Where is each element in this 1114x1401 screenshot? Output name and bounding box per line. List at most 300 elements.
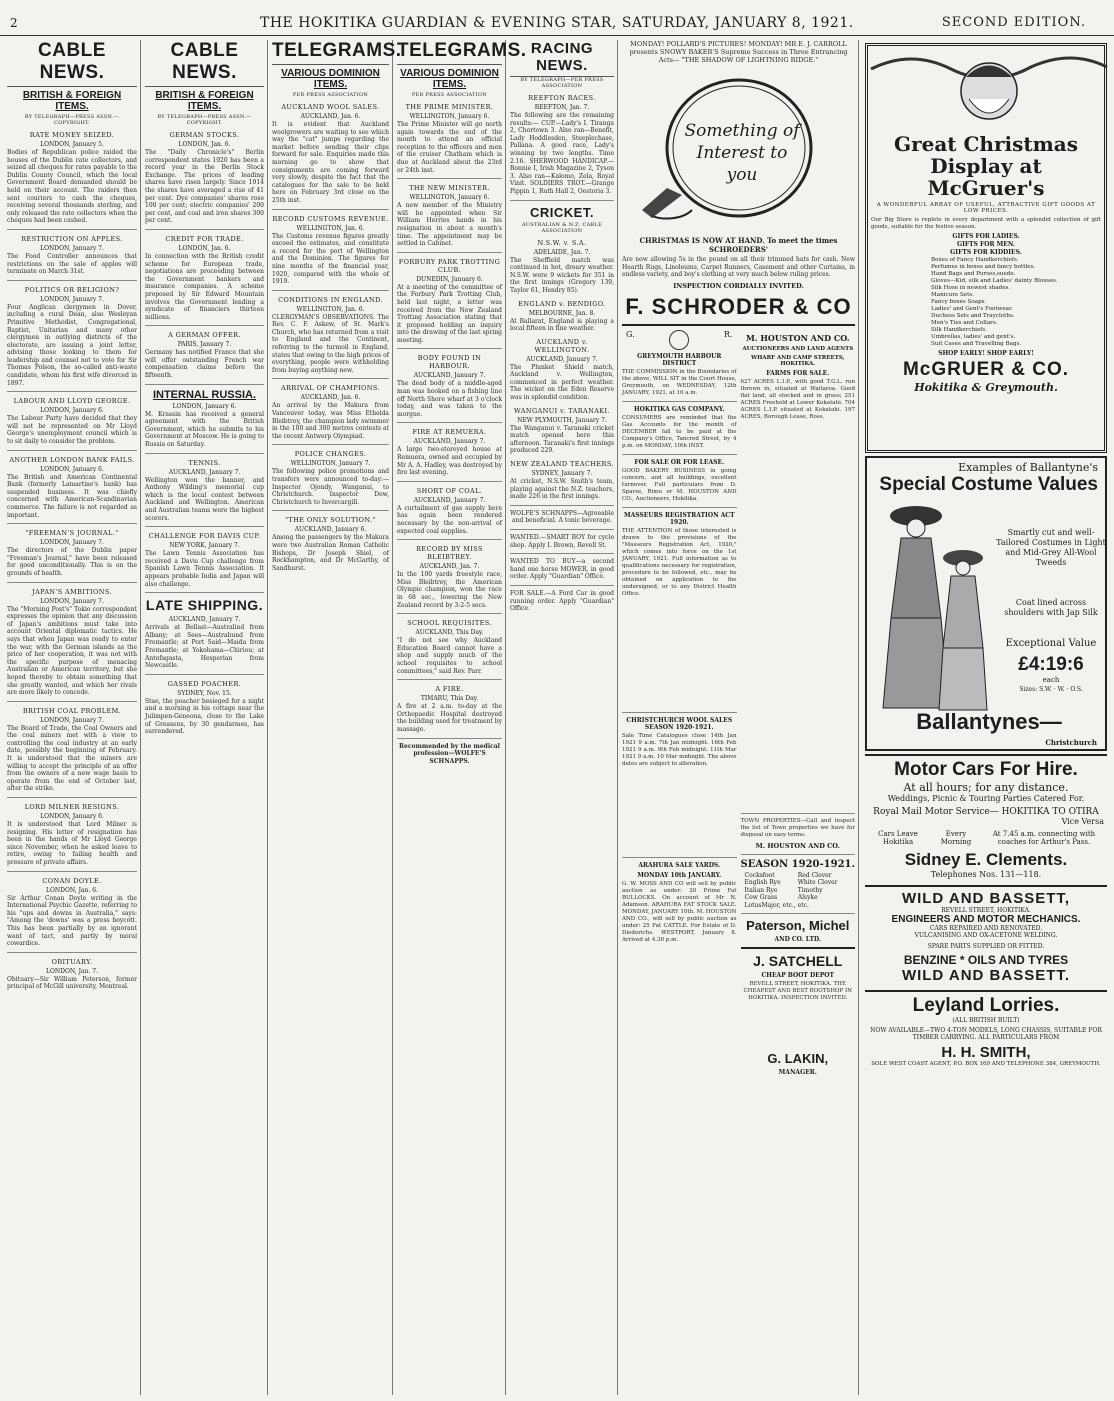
column-heading: RACING NEWS. bbox=[510, 40, 614, 77]
dateline: LONDON, January 7. bbox=[40, 716, 104, 724]
dateline: AUCKLAND, January 7. bbox=[413, 496, 486, 504]
ballantynes-city: Christchurch bbox=[1045, 738, 1097, 747]
spare-parts-line: SPARE PARTS SUPPLIED OR FITTED. bbox=[927, 943, 1045, 950]
costume-description: Smartly cut and well-Tailored Costumes in Light and Mid-Grey All-Wool Tweeds bbox=[996, 528, 1106, 567]
masseurs-text: THE ATTENTION of those interested is drawn to the provisions of the "Masseurs Registration Act, 1920," which comes into force on the 1st JANUARY, 1921. Full information as to qualifications necessary for registration, procedure to be followed, etc., may be obtained on application to the undersigned, or to any District Health Office. bbox=[622, 527, 737, 597]
pollard-pictures-ad: MONDAY! POLLARD'S PICTURES! MONDAY! MR E. J. CARROLL presents SNOWY BAKER'S Supreme Success in Three Entrancing Acts— "THE SHADOW OF LIGHTNING RIDGE." bbox=[629, 40, 848, 64]
column-racing-news bbox=[507, 40, 618, 1395]
costume-each: each bbox=[1042, 676, 1060, 684]
sidney-telephones: Telephones Nos. 131—118. bbox=[930, 870, 1042, 879]
wool-sales-heading: CHRISTCHURCH WOOL SALES SEASON 1920-1921. bbox=[626, 716, 733, 731]
article bbox=[7, 958, 137, 991]
article-head: OBITUARY. bbox=[51, 957, 93, 966]
dateline: LONDON, January 6. bbox=[40, 407, 104, 415]
article-body: The "Daily Chronicle's" Berlin correspondent states 1920 has been a record year in the Berlin Stock Exchange. The prices of leading shares have risen largely. Since 1914 the shares have averaged a rise of 41 per cent. Dye companies' shares rose 100 per cent; electric companies' 200 per cent, and coal and iron shares 300 per cent. bbox=[145, 149, 264, 225]
article-head: THE NEW MINISTER. bbox=[409, 184, 490, 193]
article-head: A FIRE. bbox=[435, 685, 464, 694]
article-body: Obituary—Sir William Peterson, former principal of McGill university, Montreal. bbox=[7, 975, 137, 991]
article-body: The "Morning Post's" Tokio correspondent expresses the opinion that any discussion of Japan's ambitions must take into account Oriental diplomatic tactics. He says that when Japan was ready to enter the war, with the German islands as the price of her cooperation, it was not with the specific purpose of menacing Australian or American territory, but she hoped thereby to obtain something that she greatly wanted, and which her rivals are more likely to concede. bbox=[7, 605, 137, 697]
article-body: Sir Arthur Conan Doyle writing in the International Psychic Gazette, referring to his "ups and downs in Australia," says: "Among the 'downs' was a press boycott. This has been partially by an ignorant want of tact, and partly by moral cowardice. bbox=[7, 894, 137, 948]
article bbox=[7, 286, 137, 388]
houston-footer: M. HOUSTON AND CO. bbox=[755, 841, 840, 850]
article-body: The directors of the Dublin paper "Freeman's Journal," have been released for good unconditionally. This is on the grounds of health. bbox=[7, 547, 137, 577]
byline: PER PRESS ASSOCIATION bbox=[411, 92, 488, 98]
vulcanising-line: VULCANISING AND OX-ACETONE WELDING. bbox=[914, 932, 1058, 939]
dateline: LONDON, January 6. bbox=[40, 465, 104, 473]
costume-illustration bbox=[871, 498, 991, 718]
paterson-sub: AND CO. LTD. bbox=[774, 936, 822, 944]
arahura-text: G. W. MOSS AND CO will sell by public auction as under: 20 Prime Fat BULLOCKS. On account of Mr N. Adamson. ARAHURA FAT STOCK SALE. MONDAY, JANUARY 10th. M. HOUSTON AND CO., will sell by public auction as under: 25 Fat CATTLE. For Estate of D. Diederichs. WESTPORT, January 8. Arrived at 4.30 p.m. bbox=[622, 880, 737, 943]
article bbox=[510, 239, 614, 295]
article-head: RESTRICTION ON APPLES. bbox=[21, 234, 123, 243]
greymouth-text: THE COMMISSION in the Boundaries of the above, WILL SIT in the Court House, Greymouth, on WEDNESDAY, 12th JANUARY, 1921, at 10 a.m. bbox=[622, 368, 737, 396]
article bbox=[7, 456, 137, 520]
dateline: DUNEDIN, January 6. bbox=[416, 275, 483, 283]
gift-item: Boxes of Fancy Handkerchiefs. bbox=[931, 257, 1019, 263]
gift-item: Manicure Sets. bbox=[931, 292, 974, 298]
article bbox=[145, 131, 264, 225]
farms-heading: FARMS FOR SALE. bbox=[766, 369, 830, 377]
gift-item: Ladies' and Gent's Footwear. bbox=[931, 306, 1013, 312]
article bbox=[145, 235, 264, 321]
article bbox=[272, 384, 389, 440]
classified-wanted-mower: WANTED TO BUY—a second hand one horse MOWER, in good order. Apply "Guardian" Office. bbox=[510, 558, 614, 581]
article-head: RECORD CUSTOMS REVENUE. bbox=[272, 214, 389, 223]
article bbox=[145, 597, 264, 670]
satchell-text: REVELL STREET, HOKITIKA. THE CHEAPEST AND BEST BOOTSHOP IN HOKITIKA. INSPECTION INVITED. bbox=[743, 981, 852, 1002]
dateline: AUCKLAND, Jan. 7. bbox=[419, 563, 480, 571]
column-heading: TELEGRAMS. bbox=[397, 40, 502, 65]
season-heading: SEASON 1920-1921. bbox=[740, 858, 855, 870]
article bbox=[397, 103, 502, 174]
motor-schedule bbox=[868, 830, 1104, 846]
paterson-logo: Paterson, Michel bbox=[746, 918, 850, 934]
houston-subheading: AUCTIONEERS AND LAND AGENTS bbox=[742, 345, 854, 352]
article bbox=[7, 588, 137, 697]
article-body: Wellington won the banner, and Anthony Wilding's memorial cup which is the local contest between Auckland and Wellington. American and Australian teams were the highest scorers. bbox=[145, 476, 264, 522]
article bbox=[510, 460, 614, 501]
article bbox=[272, 296, 389, 375]
masseurs-heading: MASSEURS REGISTRATION ACT 1920. bbox=[623, 511, 735, 526]
article bbox=[7, 803, 137, 867]
article-head: SCHOOL REQUISITES. bbox=[407, 619, 492, 628]
article-head: FORBURY PARK TROTTING CLUB. bbox=[398, 257, 501, 274]
column-cable-news-1 bbox=[4, 40, 141, 1395]
newspaper-title: THE HOKITIKA GUARDIAN & EVENING STAR, SATURDAY, JANUARY 8, 1921. bbox=[260, 15, 854, 31]
article bbox=[397, 184, 502, 248]
article-head: "THE ONLY SOLUTION." bbox=[285, 516, 376, 525]
seed-item: LotusMajor, etc., etc. bbox=[744, 901, 809, 909]
seed-item: Red Clover bbox=[797, 871, 832, 879]
seed-item: Italian Rye bbox=[744, 886, 778, 894]
schedule-cars: Cars Leave Hokitika bbox=[878, 830, 918, 846]
article-body: Arrivals at Bellast—Australind from Albany; at Sees—Austrabund from Fremantle; at Port Said—Maida from Fremantle; at Yokohama—Chiriou; at Antofagasta, Hesperian from Newcastle. bbox=[145, 624, 264, 670]
satchell-sub: CHEAP BOOT DEPOT bbox=[761, 972, 834, 980]
gas-company-heading: HOKITIKA GAS COMPANY. bbox=[633, 405, 725, 413]
houston-address: WHARF AND CAMP STREETS, HOKITIKA. bbox=[750, 354, 845, 367]
article bbox=[397, 545, 502, 609]
article-head: THE PRIME MINISTER. bbox=[405, 103, 494, 111]
article-body: M. Krassin has received a general agreement with the British Government, which he submits to his Government at Moscow. He is going to Russia on Saturday. bbox=[145, 410, 264, 449]
article-body: CLERGYMAN'S OBSERVATIONS. The Rev. C. F. Askew, of St. Mark's Church, who has returned from a visit to England and the Continent, referring to the turmoil in England, states that owing to the high prices of everything, people were withholding from buying anything new. bbox=[272, 313, 389, 374]
column-advertisements-1 bbox=[619, 40, 859, 1395]
column-subheading: BRITISH & FOREIGN ITEMS. bbox=[155, 90, 254, 112]
dateline: LONDON, January 5. bbox=[40, 141, 104, 148]
article-head: ARRIVAL OF CHAMPIONS. bbox=[281, 384, 380, 393]
article-body: The Plunket Shield match, Auckland v. Wellington, commenced in perfect weather. The wicket on the Eden Reserve was in splendid condition. bbox=[510, 363, 614, 402]
dateline: AUCKLAND, January 7. bbox=[413, 372, 486, 380]
article-body: Among the passengers by the Makura were two Australian Roman Catholic Bishops, Dr Joseph Shiel, of Rockhampton, and Dr McGarthy, of Sandhurst. bbox=[272, 534, 389, 572]
costume-sizes: Sizes: S.W. · W. · O.S. bbox=[1019, 686, 1083, 693]
dateline: LONDON, January 7. bbox=[40, 597, 104, 605]
dateline: AUCKLAND, January 7. bbox=[413, 438, 486, 446]
classified-ford-car: FOR SALE.—A Ford Car in good running order. Apply "Guardian" Office. bbox=[510, 589, 614, 613]
article-body: A large two-storeyed house at Remuera, owned and occupied by Mr A. A. Hadley, was destroyed by fire last evening. bbox=[397, 446, 502, 477]
schroder-logo: F. SCHRODER & CO bbox=[625, 293, 852, 319]
column-telegrams-2 bbox=[394, 40, 527, 1395]
dateline: WELLINGTON, January 6. bbox=[409, 113, 490, 120]
dateline: AUCKLAND, January 7. bbox=[526, 355, 598, 363]
wild-bassett-ad bbox=[865, 885, 1107, 987]
article-body: It is understood that Lord Milner is resigning. His letter of resignation has been in the hands of Mr Lloyd George since November, when he asked leave to retire, owing to failing health and pressure of private affairs. bbox=[7, 821, 137, 866]
gift-item: Perfumes in boxes and fancy bottles. bbox=[931, 264, 1036, 270]
article-body: The dead body of a middle-aged man was hooked on a fishing line off North Shore wharf at 3 o'clock today, and was taken to the morgue. bbox=[397, 380, 502, 418]
mcgruer-location: Hokitika & Greymouth. bbox=[914, 381, 1058, 394]
wool-sales-text: Sale Time Catalogues close 14th Jan 1921 9 a.m. 7th Jan midnight. 16th Feb 1921 9 a.m. 9th Feb midnight. 11th Mar 1921 9 a.m. 10 Mar midnight. The above dates are subject to alteration. bbox=[622, 732, 737, 767]
article-body: Germany has notified France that she will offer outstanding French war compensation claims before the fifteenth. bbox=[145, 349, 264, 380]
leyland-heading: Leyland Lorries. bbox=[912, 995, 1060, 1016]
cars-repaired-line: CARS REPAIRED AND RENOVATED. bbox=[929, 925, 1043, 932]
gift-item: Suit Cases and Travelling Bags. bbox=[931, 341, 1022, 347]
crest: G. R. bbox=[622, 330, 737, 350]
article-body: "I do not see why Auckland Education Board cannot have a shop and supply much of the school requisites to school committees," said Rev. Parr. bbox=[397, 637, 502, 675]
article-head: INTERNAL RUSSIA. bbox=[152, 388, 257, 401]
column-heading: CABLE NEWS. bbox=[145, 40, 264, 87]
costume-coat: Coat lined across shoulders with Jap Silk bbox=[1004, 598, 1098, 617]
ballantynes-logo: Ballantynes— bbox=[916, 709, 1062, 734]
cricket-heading: CRICKET. bbox=[530, 204, 594, 220]
article-head: NEW ZEALAND TEACHERS. bbox=[510, 460, 614, 469]
article bbox=[272, 516, 389, 572]
dateline: LONDON, Jan. 6. bbox=[46, 886, 98, 894]
arahura-date: MONDAY 10th JANUARY. bbox=[637, 871, 722, 879]
wild-bassett-heading: WILD AND BASSETT, bbox=[901, 890, 1071, 907]
article-head: LORD MILNER RESIGNS. bbox=[24, 803, 120, 812]
article-body: The Food Controller announces that restrictions on the sale of apples will terminate on March 31st. bbox=[7, 252, 137, 276]
gift-item: Duchess Sets and Traycloths. bbox=[931, 313, 1015, 319]
leyland-ad bbox=[865, 990, 1107, 1070]
article-head: BODY FOUND IN HARBOUR. bbox=[417, 354, 482, 371]
article-body: In the 100 yards freestyle race, Miss Bleibtrey, the American Olympic champion, won the race in 68 sec., lowering the New Zealand record by 3-2-5 secs. bbox=[397, 571, 502, 609]
article bbox=[510, 407, 614, 455]
dateline: MELBOURNE, Jan. 8. bbox=[528, 309, 596, 317]
article-head: BRITISH COAL PROBLEM. bbox=[22, 706, 122, 715]
article-body: A fire at 2 a.m. to-day at the Orthopaedic Hospital destroyed the building used for treatment by massage. bbox=[397, 703, 502, 733]
column-telegrams-1 bbox=[269, 40, 402, 1395]
bakery-heading: FOR SALE OR FOR LEASE. bbox=[634, 458, 725, 466]
article-head: LATE SHIPPING. bbox=[145, 597, 264, 614]
something-of-interest-ad bbox=[622, 70, 855, 230]
dateline: AUCKLAND, Jan. 6. bbox=[300, 113, 361, 120]
article-body: At cricket, N.S.W. Smith's team, playing against the N.Z. teachers, made 226 in the first innings. bbox=[510, 478, 614, 501]
gift-item: Men's Ties and Collars. bbox=[931, 320, 998, 326]
article bbox=[7, 131, 137, 225]
article-head: RATE MONEY SEIZED. bbox=[29, 131, 115, 139]
greymouth-heading: GREYMOUTH HARBOUR DISTRICT bbox=[637, 352, 722, 367]
article-head: CONDITIONS IN ENGLAND. bbox=[278, 295, 383, 304]
leyland-subheading: (ALL BRITISH BUILT) bbox=[952, 1017, 1020, 1024]
byline: BY TELEGRAPH—PRESS ASSN.—COPYRIGHT. bbox=[24, 114, 120, 126]
column-cable-news-2 bbox=[142, 40, 268, 1395]
costume-headline: Special Costume Values bbox=[879, 474, 1098, 495]
masthead bbox=[0, 14, 1114, 36]
article bbox=[7, 529, 137, 577]
seed-item: Cocksfoot bbox=[744, 871, 775, 879]
article bbox=[7, 707, 137, 793]
byline: PER PRESS ASSOCIATION bbox=[292, 92, 369, 98]
dateline: AUCKLAND, January 7. bbox=[168, 468, 241, 476]
article-body: An arrival by the Makura from Vancouver today, was Miss Ethelda Bleibtrey, the champion lady swimmer in the 100 and 300 metres contests at the recent Antwerp Olympiad. bbox=[272, 402, 389, 440]
dateline: LONDON, January 6. bbox=[172, 402, 237, 410]
article bbox=[145, 680, 264, 736]
article-body: In connection with the British credit scheme for European trade, negotiations are proceeding between the Government bankers and insurance companies. A scheme proposed by Sir Edward Mountain involves the Government lending a syndicate of financiers thirteen millions. bbox=[145, 252, 264, 321]
article-head: CHALLENGE FOR DAVIS CUP. bbox=[148, 532, 261, 541]
article-head: GERMAN STOCKS. bbox=[169, 131, 240, 139]
article-head: LABOUR AND LLOYD GEORGE. bbox=[13, 397, 131, 406]
costume-exceptional: Exceptional Value bbox=[1005, 638, 1097, 649]
ballantyne-ad bbox=[865, 456, 1107, 751]
article bbox=[272, 215, 389, 286]
dateline: LONDON, January 7. bbox=[40, 295, 104, 303]
arahura-heading: ARAHURA SALE YARDS. bbox=[638, 861, 721, 869]
gift-item: Fancy boxes Soaps. bbox=[931, 299, 987, 305]
edition-label: SECOND EDITION. bbox=[941, 15, 1086, 30]
article-body: The Prime Minister will go north again towards the end of the month to attend an official reception to the officers and men of the cruiser Chatham which is due at Auckland about the 23rd or 24th inst. bbox=[397, 121, 502, 174]
sidney-clements: Sidney E. Clements. bbox=[904, 850, 1068, 869]
dateline: WELLINGTON, January 7. bbox=[290, 460, 371, 468]
vice-versa: Vice Versa bbox=[1061, 817, 1104, 826]
dateline: TIMARU, This Day. bbox=[420, 695, 479, 703]
mcgruer-logo: McGRUER & CO. bbox=[902, 359, 1070, 380]
article-head: A GERMAN OFFER. bbox=[168, 331, 241, 340]
article bbox=[397, 487, 502, 535]
mcgruer-subhead: A WONDERFUL ARRAY OF USEFUL, ATTRACTIVE GIFT GOODS AT LOW PRICES. bbox=[876, 202, 1096, 214]
seed-item: Timothy bbox=[797, 886, 823, 894]
article-body: The British and American Continental Bank (formerly Lamartine's bank) has suspended business. It was chiefly concerned with American-Scandinavian commerce. The failure is not regarded as important. bbox=[7, 473, 137, 519]
article-body: The Labour Party have decided that they will not be represented on Mr Lloyd George's unemployment council which is to sit daily to consider the problem. bbox=[7, 415, 137, 446]
dateline: LONDON, Jan. 6. bbox=[178, 141, 231, 148]
racing-results: The following are the remaining results:— CUP.—Lady's I. Tiranga 2, Chortown 3. Also ran—Benefit, Lady Hoddlesden, Steeplechase, Pallana. A good race, Lady's winning by two lengths. Time 2.16. SHERWOOD HANDICAP.—Bonnie I, Irish Magazine 2, Tyson 3. Also ran—Kalomo, Zela, Royal Vinit. SOLDIERS TROT.—Grange Pippin 1, Ruth Hall 2, Oestoria 3. bbox=[510, 112, 614, 195]
schnapps-ad: WOLFE'S SCHNAPPS—Agreeable and beneficial. A tonic beverage. bbox=[510, 509, 615, 525]
article-body: Bodies of Republican police raided the houses of the Dublin rate collectors, and seized all cheques for rates payable to the Dublin County Council, which the local Government Board demanded should be held on their account. The raiders then sent couriers to cash the cheques, receiving several thousands sterling, and only released the rate collectors when the cheques had been cashed. bbox=[7, 149, 137, 225]
article-body: Stae, the poacher besieged for a night and a morning in his cottage near the Julimpen-Geneona, close to the Lake of Greasens, by 30 gendarmes, has surrendered. bbox=[145, 697, 264, 736]
dateline: AUCKLAND, January 7. bbox=[168, 616, 241, 624]
article-head: ANOTHER LONDON BANK FAILS. bbox=[9, 455, 135, 464]
smith-details: SOLE WEST COAST AGENT, P.O. BOX 169 AND TELEPHONE 384, GREYMOUTH. bbox=[871, 1061, 1101, 1067]
article-body: A new member of the Ministry will be appointed when Sir William Herries hands in his resignation in about a month's time. The appointment may be settled in Cabinet. bbox=[397, 202, 502, 248]
dateline: WELLINGTON, Jan. 6. bbox=[296, 305, 365, 313]
gift-category: GIFTS FOR KIDDIES. bbox=[950, 249, 1022, 256]
article bbox=[7, 235, 137, 276]
dateline: WELLINGTON, Jan. 6. bbox=[296, 224, 365, 232]
seed-item: English Rye bbox=[744, 879, 781, 887]
wild-bassett-address: REVELL STREET, HOKITIKA. bbox=[941, 907, 1031, 914]
dateline: LONDON, January 7. bbox=[40, 539, 104, 547]
gift-item: Hand Bags and Purses,suede. bbox=[931, 271, 1016, 277]
article bbox=[145, 389, 264, 449]
column-subheading: VARIOUS DOMINION ITEMS. bbox=[281, 68, 380, 90]
article-head: JAPAN'S AMBITIONS. bbox=[32, 587, 112, 596]
lakin-title: MANAGER. bbox=[778, 1069, 817, 1077]
article-head: POLICE CHANGES. bbox=[294, 450, 367, 459]
seed-item: White Clover bbox=[797, 879, 838, 887]
inspection-note: INSPECTION CORDIALLY INVITED. bbox=[673, 281, 804, 290]
article bbox=[272, 103, 389, 205]
mcgruer-headline: Great Christmas Display at McGruer's bbox=[894, 132, 1078, 200]
dateline: AUCKLAND, This Day. bbox=[415, 629, 484, 637]
article-head: FIRE AT REMUERA. bbox=[412, 428, 487, 437]
article-head: SHORT OF COAL. bbox=[416, 486, 483, 495]
article-body: The Board of Trade, the Coal Owners and the coal miners met with a view to controlling the coal industry at an early date, possibly the beginning of February. It is understood that the miners are willing to accept the principle of an offer from the owners of a new wage basis to operate from the end of October last, after the strike. bbox=[7, 724, 137, 793]
wild-bassett-footer: WILD AND BASSETT. bbox=[901, 967, 1071, 984]
benzine-line: BENZINE * OILS AND TYRES bbox=[903, 953, 1069, 967]
article-head: GASSED POACHER. bbox=[167, 679, 242, 688]
article bbox=[145, 459, 264, 523]
dateline: AUCKLAND, January 6. bbox=[294, 526, 367, 534]
bakery-text: GOOD BAKERY BUSINESS in going concern, and all buildings, excellent turnover. Full particulars from D. Sparse, Rimu or M. HOUSTON AND CO., Auctioneers, Hokitika. bbox=[622, 467, 737, 502]
dateline: NEW PLYMOUTH, January 7. bbox=[517, 416, 607, 424]
article bbox=[397, 354, 502, 418]
shop-early: SHOP EARLY! SHOP EARLY! bbox=[938, 350, 1034, 357]
article-body: The Sheffield match was continued in hot, dreary weather. N.S.W. were 9 wickets for 351 in the first innings (Gregory 139, Taylor 61, Hendry 85). bbox=[510, 256, 614, 294]
smith-name: H. H. SMITH, bbox=[941, 1044, 1031, 1061]
town-properties: TOWN PROPERTIES—Call and inspect the list of Town properties we have for disposal on easy terms. bbox=[740, 817, 855, 838]
dateline: PARIS, January 7. bbox=[177, 341, 232, 349]
article bbox=[397, 685, 502, 733]
houston-heading: M. HOUSTON AND CO. bbox=[745, 332, 850, 343]
article-head: TENNIS. bbox=[188, 458, 221, 467]
column-heading: TELEGRAMS. bbox=[272, 40, 389, 65]
dateline: REEFTON, Jan. 7. bbox=[534, 104, 590, 111]
motor-cars-ad bbox=[865, 754, 1107, 882]
article bbox=[397, 258, 502, 345]
article-head: ENGLAND v. BENDIGO. bbox=[518, 299, 606, 308]
byline: BY TELEGRAPH—PER PRESS ASSOCIATION bbox=[520, 77, 604, 89]
royal-mail: Royal Mail Motor Service— HOKITIKA TO OTIRA bbox=[873, 807, 1099, 817]
leyland-text: NOW AVAILABLE—TWO 4-TON MODELS, LONG CHASSIS, SUITABLE FOR TIMBER CARRYING. ALL PARTICULARS FROM bbox=[870, 1027, 1102, 1041]
seed-item: Alsyke bbox=[797, 894, 818, 902]
gas-company-text: CONSUMERS are reminded that the Gas Accounts for the month of DECEMBER fall to be paid at the Company's Office, Tancred Street, by 4 p.m. on MONDAY, 10th INST. bbox=[622, 414, 737, 449]
article bbox=[397, 428, 502, 476]
article bbox=[510, 300, 614, 333]
article-head: WANGANUI v. TARANAKI. bbox=[514, 406, 610, 415]
article-body: The following police promotions and transfers were announced to-day:—Inspector Ojondy, Wanganui, to Christchurch. Inspector Dew, Christchurch to Invercargill. bbox=[272, 468, 389, 506]
column-advertisements-2 bbox=[862, 40, 1110, 1395]
mcgruer-christmas-ad: Great Christmas Display at McGruer's A WONDERFUL ARRAY OF USEFUL, ATTRACTIVE GIFT GOODS AT LOW PRICES. Our Big Store is replete in every department with a splendid collection of gift goods, suitable for the festive season. GIFTS FOR LADIES. GIFTS FOR MEN. GIFTS FOR KIDDIES. Boxes of Fancy Handkerchiefs. Perfumes in boxes and fancy bottles. Hand Bags and Purses,suede. Gloves—Kid, silk and Ladies' dainty Blouses. Silk Hose in newest shades. Manicure Sets. Fancy boxes Soaps. Ladies' and Gent's Footwear. Duchess Sets and Traycloths. Men's Ties and Collars. Silk Handkerchiefs. Umbrellas, ladies' and gent's. Suit Cases and Travelling Bags. SHOP EARLY! SHOP EARLY! McGRUER & CO. Hokitika & Greymouth. bbox=[865, 43, 1107, 453]
article bbox=[272, 450, 389, 506]
dateline: NEW YORK, January 7. bbox=[169, 542, 240, 550]
dateline: LONDON, Jan. 7. bbox=[46, 967, 98, 975]
seed-item: Cow Grass bbox=[744, 894, 778, 902]
dateline: LONDON, Jan. 6. bbox=[178, 244, 231, 252]
christmas-text: Are now allowing 5s in the pound on all their trimmed hats for cash. New Hearth Rugs, Linoleums, Carpet Runners, Casement and other Curtains, in endless variety, and boy's clothing at very much below ruling prices. bbox=[622, 256, 855, 279]
script-text: Something of Interest to you bbox=[684, 121, 800, 185]
satchell-logo: J. SATCHELL bbox=[753, 953, 843, 970]
article-head: AUCKLAND WOOL SALES. bbox=[281, 103, 380, 111]
article-head: POLITICS OR RELIGION? bbox=[24, 285, 120, 294]
classified-wanted-boy: WANTED.—SMART BOY for cycle shop. Apply I. Brown, Revell St. bbox=[510, 534, 614, 549]
christmas-heading: CHRISTMAS IS NOW AT HAND. To meet the times SCHROEDERS' bbox=[639, 236, 838, 254]
gift-list bbox=[871, 257, 1101, 348]
article-body: Four Anglican clergymen in Dover, including a rural Dean, also Wesleyan Primitive Methodist, Congregational, Baptist, Unitarian and many other clergymen in outlying districts of the electorate, are issuing a joint letter, advising those looking to them for leadership and counsel not to vote for Sir Thomas Polson, the so-called anti-waste candidate, whom his first wife divorced in 1897. bbox=[7, 303, 137, 387]
seeds-list bbox=[741, 872, 856, 910]
article-body: The Wanganui v. Taranaki cricket match opened here this afternoon. Taranaki's first innings produced 229. bbox=[510, 424, 614, 455]
article-head: CONAN DOYLE. bbox=[42, 876, 102, 885]
lakin-name: G. LAKIN, bbox=[767, 1051, 829, 1067]
article bbox=[145, 331, 264, 379]
motor-heading: Motor Cars For Hire. bbox=[894, 759, 1078, 780]
article-head: "FREEMAN'S JOURNAL." bbox=[25, 529, 119, 538]
column-subheading: BRITISH & FOREIGN ITEMS. bbox=[22, 90, 122, 112]
byline: AUSTRALIAN & N.Z. CABLE ASSOCIATION bbox=[521, 221, 603, 234]
dateline: SYDNEY, Nov. 15. bbox=[177, 689, 232, 697]
article bbox=[7, 877, 137, 948]
dateline: ADELAIDE, Jan. 7. bbox=[533, 248, 591, 256]
article-body: A curtailment of gas supply here has again been rendered necessary by the non-arrival of expected coal supplies. bbox=[397, 504, 502, 535]
motor-text: Weddings, Picnic & Touring Parties Catered For. bbox=[887, 794, 1085, 803]
article bbox=[397, 619, 502, 675]
santa-illustration bbox=[871, 49, 1107, 129]
gift-category: GIFTS FOR MEN. bbox=[956, 241, 1016, 248]
farms-text: 627 ACRES L.I.P., with good T.G.L. run thrown in, situated at Waitaroa. Good flat land, all stocked and in grass; 251 ACRES Freehold at Lower Kokatahi. 704 ACRES L.I.P. situated at Kokatahi. 197 ACRES, Borough Lease, Ross. bbox=[740, 378, 855, 420]
gift-category: GIFTS FOR LADIES. bbox=[952, 233, 1020, 240]
schnapps-ad: Recommended by the medical profession—WOLFE'S SCHNAPPS. bbox=[399, 742, 500, 765]
motor-subheading: At all hours; for any distance. bbox=[903, 781, 1069, 794]
dateline: AUCKLAND, Jan. 6. bbox=[300, 394, 361, 402]
article-body: It is evident that Auckland woolgrowers are waiting to see which way the "cat" jumps regarding the market before sending their clips forward for sale. Enquiries made this morning go to show that consignments are coming forward very slowly, despite the fact that the catalogues for the sale to be held here on February 3rd close on the 25th inst. bbox=[272, 121, 389, 204]
gift-item: Gloves—Kid, silk and Ladies' dainty Blouses. bbox=[931, 278, 1058, 284]
dateline: LONDON, January 6. bbox=[40, 813, 104, 821]
article-head: AUCKLAND v. WELLINGTON. bbox=[534, 337, 590, 354]
byline: BY TELEGRAPH—PRESS ASSN.—COPYRIGHT. bbox=[157, 114, 252, 126]
article-head: N.S.W. v. S.A. bbox=[537, 238, 587, 247]
article-body: The Customs revenue figures greatly exceed the estimates, and constitute a record for the port of Wellington and the Dominion. The figures for nine months of the financial year, 1920, compared with the whole of 1919. bbox=[272, 232, 389, 286]
costume-price: £4:19:6 bbox=[1018, 654, 1084, 675]
article bbox=[7, 397, 137, 445]
article-head: RECORD BY MISS BLEIBTREY. bbox=[416, 545, 483, 562]
dateline: SYDNEY, January 7. bbox=[531, 470, 593, 478]
article-body: At Ballarat, England is playing a local fifteen in fine weather. bbox=[510, 317, 614, 333]
dateline: LONDON, January 7. bbox=[40, 244, 104, 252]
gift-item: Umbrellas, ladies' and gent's. bbox=[931, 334, 1016, 340]
gift-item: Silk Handkerchiefs. bbox=[931, 327, 987, 333]
costume-intro: Examples of Ballantyne's bbox=[958, 461, 1098, 474]
column-heading: CABLE NEWS. bbox=[7, 40, 137, 87]
page-number: 2 bbox=[10, 16, 18, 30]
gift-item: Silk Hose in newest shades. bbox=[931, 285, 1011, 291]
article-head: CREDIT FOR TRADE. bbox=[165, 234, 244, 243]
engineers-line: ENGINEERS AND MOTOR MECHANICS. bbox=[891, 914, 1081, 925]
article-body: At a meeting of the committee of the Forbury Park Trotting Club, held last night, a letter was received from the New Zealand Trotting Association stating that it proposed holding an inquiry into the drawing of the last spring meeting. bbox=[397, 283, 502, 344]
schedule-every: Every Morning bbox=[940, 830, 972, 846]
article bbox=[510, 338, 614, 402]
dateline: WELLINGTON, January 6. bbox=[409, 194, 490, 202]
article bbox=[145, 532, 264, 588]
column-subheading: VARIOUS DOMINION ITEMS. bbox=[400, 68, 499, 90]
schedule-time: At 7.45 a.m. connecting with coaches for Arthur's Pass. bbox=[992, 830, 1096, 846]
racing-subhead: REEFTON RACES. bbox=[528, 94, 596, 102]
article-body: The Lawn Tennis Association has received a Davis Cup challenge from Spanish Lawn Tennis Association. It appears probable India and Japan will also challenge. bbox=[145, 550, 264, 588]
